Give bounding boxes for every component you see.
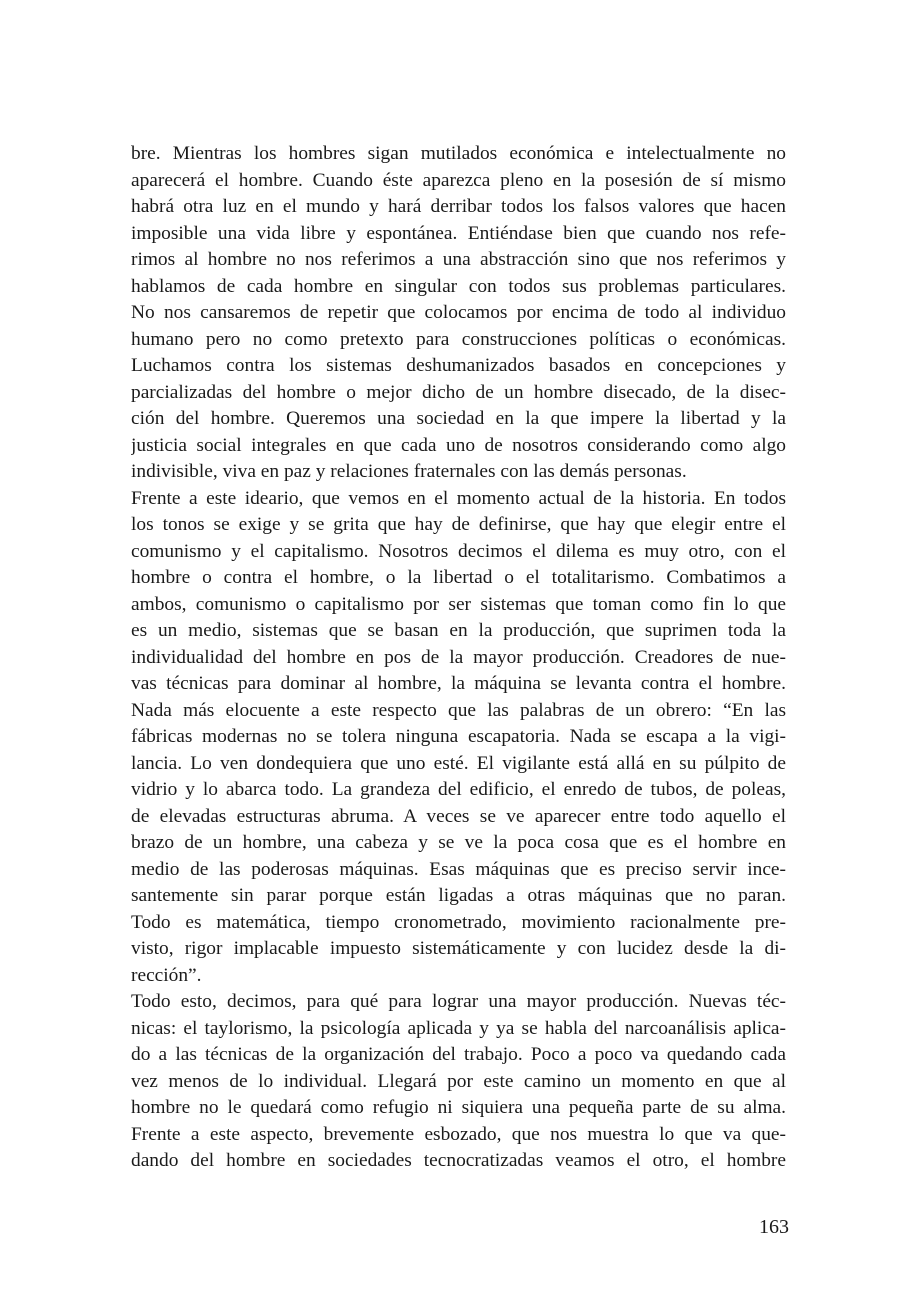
text-line: Todo es matemática, tiempo cronometrado, movimiento racionalmente pre-: [131, 911, 786, 933]
text-line: brazo de un hombre, una cabeza y se ve la poca cosa que es el hombre en: [131, 832, 786, 853]
text-line: de elevadas estructuras abruma. A veces se ve aparecer entre todo aquello el: [131, 805, 786, 827]
text-line: indivisible, viva en paz y relaciones fraternales con las demás personas.: [131, 461, 687, 482]
text-line: imposible una vida libre y espontánea. Entiéndase bien que cuando nos refe-: [131, 222, 786, 244]
text-line: los tonos se exige y se grita que hay de definirse, que hay que elegir entre el: [131, 514, 786, 535]
text-line: hombre o contra el hombre, o la libertad o el totalitarismo. Combatimos a: [131, 567, 786, 588]
text-line: individualidad del hombre en pos de la mayor producción. Creadores de nue-: [131, 646, 786, 668]
text-line: ambos, comunismo o capitalismo por ser sistemas que toman como fin lo que: [131, 593, 786, 615]
text-line: Frente a este aspecto, brevemente esbozado, que nos muestra lo que va que-: [131, 1123, 786, 1145]
text-line: bre. Mientras los hombres sigan mutilados económica e intelectualmente no: [131, 143, 786, 164]
text-line: Nada más elocuente a este respecto que las palabras de un obrero: “En las: [131, 699, 786, 721]
text-line: es un medio, sistemas que se basan en la producción, que suprimen toda la: [131, 620, 786, 641]
text-line: justicia social integrales en que cada uno de nosotros considerando como algo: [131, 434, 786, 456]
body-text: [131, 141, 786, 1175]
text-line: rimos al hombre no nos referimos a una abstracción sino que nos referimos y: [131, 249, 786, 270]
text-line: rección”.: [131, 964, 202, 986]
text-line: hablamos de cada hombre en singular con todos sus problemas particulares.: [131, 275, 786, 297]
text-line: parcializadas del hombre o mejor dicho de un hombre disecado, de la disec-: [131, 381, 786, 403]
text-line: comunismo y el capitalismo. Nosotros decimos el dilema es muy otro, con el: [131, 540, 786, 562]
text-line: do a las técnicas de la organización del trabajo. Poco a poco va quedando cada: [131, 1044, 786, 1065]
text-line: vez menos de lo individual. Llegará por este camino un momento en que al: [131, 1070, 786, 1092]
text-line: No nos cansaremos de repetir que colocamos por encima de todo al individuo: [131, 302, 786, 323]
text-line: visto, rigor implacable impuesto sistemáticamente y con lucidez desde la di-: [131, 938, 786, 959]
text-line: dando del hombre en sociedades tecnocratizadas veamos el otro, el hombre: [131, 1150, 786, 1171]
text-line: lancia. Lo ven dondequiera que uno esté. El vigilante está allá en su púlpito de: [131, 752, 786, 774]
text-line: Todo esto, decimos, para qué para lograr una mayor producción. Nuevas téc-: [131, 991, 786, 1012]
text-line: Frente a este ideario, que vemos en el momento actual de la historia. En todos: [131, 487, 786, 509]
text-line: vas técnicas para dominar al hombre, la máquina se levanta contra el hombre.: [131, 673, 786, 694]
text-line: habrá otra luz en el mundo y hará derribar todos los falsos valores que hacen: [131, 196, 786, 217]
text-line: humano pero no como pretexto para construcciones políticas o económicas.: [131, 328, 786, 350]
page-number: 163: [759, 1216, 789, 1238]
text-line: aparecerá el hombre. Cuando éste aparezca pleno en la posesión de sí mismo: [131, 169, 786, 191]
text-line: hombre no le quedará como refugio ni siquiera una pequeña parte de su alma.: [131, 1097, 786, 1118]
text-line: santemente sin parar porque están ligadas a otras máquinas que no paran.: [131, 885, 786, 906]
text-line: Luchamos contra los sistemas deshumanizados basados en concepciones y: [131, 355, 786, 376]
text-line: medio de las poderosas máquinas. Esas máquinas que es preciso servir ince-: [131, 858, 786, 880]
text-line: nicas: el taylorismo, la psicología aplicada y ya se habla del narcoanálisis aplica-: [131, 1017, 786, 1039]
text-line: fábricas modernas no se tolera ninguna escapatoria. Nada se escapa a la vigi-: [131, 726, 786, 747]
text-line: ción del hombre. Queremos una sociedad en la que impere la libertad y la: [131, 408, 786, 429]
text-line: vidrio y lo abarca todo. La grandeza del edificio, el enredo de tubos, de poleas,: [131, 779, 786, 800]
